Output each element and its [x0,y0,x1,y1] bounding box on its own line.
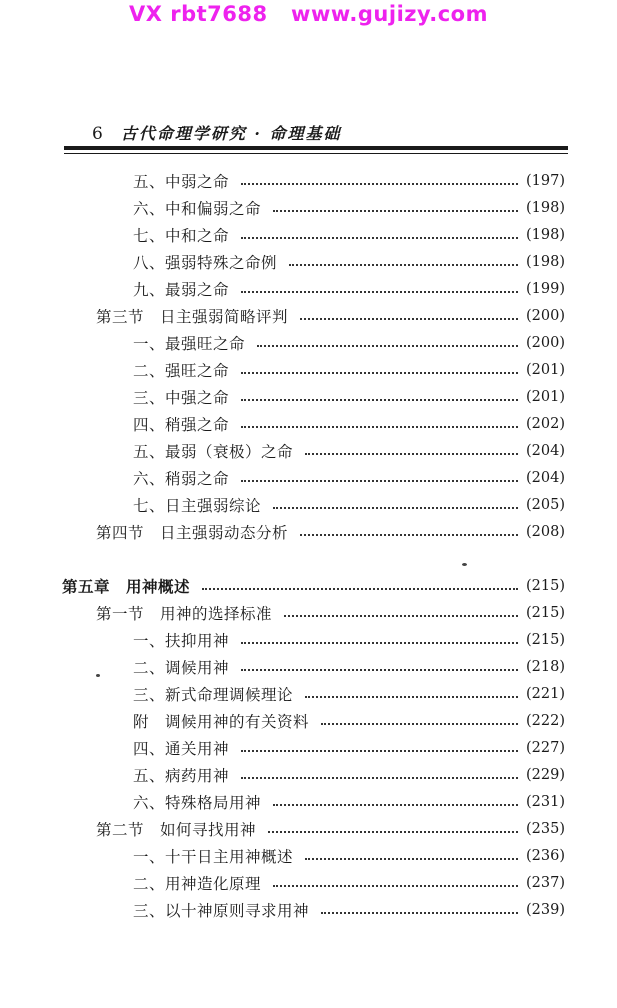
dot-leader [268,831,518,833]
toc-entry-page: (237) [526,875,565,891]
header-rule-thick [64,146,568,150]
toc-entry-label: 第三节 日主强弱简略评判 [96,308,289,326]
toc-item-row [133,709,565,733]
toc-entry-label: 六、特殊格局用神 [133,794,262,812]
dot-leader [321,723,518,725]
book-title: 古代命理学研究 · 命理基础 [120,124,342,143]
toc-entry-label: 二、调候用神 [133,659,230,677]
toc-item-row [133,385,565,409]
watermark-text: VX rbt7688 www.gujizy.com [129,2,488,26]
toc-entry-label: 第四节 日主强弱动态分析 [96,524,289,542]
toc-entry-label: 三、新式命理调候理论 [133,686,294,704]
toc-entry-page: (201) [526,362,565,378]
toc-entry-page: (222) [526,713,565,729]
dot-leader [241,426,518,428]
dot-leader [241,480,518,482]
toc-item-row [133,790,565,814]
scan-speck [96,674,100,677]
toc-entry-label: 第二节 如何寻找用神 [96,821,257,839]
toc-item-row [133,439,565,463]
dot-leader [273,885,518,887]
toc-entry-page: (231) [526,794,565,810]
toc-entry-label: 六、稍弱之命 [133,470,230,488]
dot-leader [273,210,518,212]
toc-entry-label: 七、日主强弱综论 [133,497,262,515]
running-head [92,121,342,144]
toc-item-row [133,358,565,382]
toc-entry-page: (218) [526,659,565,675]
toc-entry-page: (200) [526,308,565,324]
toc-item-row [133,844,565,868]
toc-entry-page: (198) [526,227,565,243]
dot-leader [241,237,518,239]
toc-section-row [96,304,565,328]
toc-entry-label: 四、通关用神 [133,740,230,758]
toc-entry-label: 五、最弱（衰极）之命 [133,443,294,461]
toc-entry-page: (227) [526,740,565,756]
toc-item-row [133,628,565,652]
toc-item-row [133,277,565,301]
dot-leader [241,372,518,374]
toc-entry-page: (198) [526,254,565,270]
dot-leader [305,696,518,698]
toc-item-row [133,466,565,490]
toc-entry-page: (197) [526,173,565,189]
dot-leader [273,507,518,509]
toc-entry-page: (235) [526,821,565,837]
toc-entry-page: (215) [526,605,565,621]
toc-entry-label: 第一节 用神的选择标准 [96,605,273,623]
toc-entry-label: 一、十干日主用神概述 [133,848,294,866]
toc-item-row [133,682,565,706]
dot-leader [300,318,518,320]
dot-leader [284,615,518,617]
toc-entry-page: (239) [526,902,565,918]
toc-entry-page: (202) [526,416,565,432]
dot-leader [241,777,518,779]
toc-entry-label: 三、中强之命 [133,389,230,407]
toc-entry-label: 九、最弱之命 [133,281,230,299]
toc-item-row [133,871,565,895]
dot-leader [289,264,518,266]
toc-item-row [133,898,565,922]
toc-item-row [133,736,565,760]
dot-leader [305,453,518,455]
toc-entry-page: (204) [526,470,565,486]
toc-item-row [133,493,565,517]
toc-entry-page: (221) [526,686,565,702]
dot-leader [257,345,518,347]
toc-item-row [133,331,565,355]
toc-entry-label: 一、扶抑用神 [133,632,230,650]
dot-leader [321,912,518,914]
dot-leader [305,858,518,860]
toc-item-row [133,250,565,274]
dot-leader [273,804,518,806]
toc-entry-label: 二、用神造化原理 [133,875,262,893]
scan-speck [462,563,467,566]
toc-item-row [133,169,565,193]
dot-leader [241,669,518,671]
toc-item-row [133,763,565,787]
toc-item-row [133,655,565,679]
toc-entry-page: (215) [526,578,565,594]
toc-section-row [96,520,565,544]
toc-item-row [133,223,565,247]
toc-entry-label: 五、中弱之命 [133,173,230,191]
toc-entry-label: 六、中和偏弱之命 [133,200,262,218]
toc-entry-page: (229) [526,767,565,783]
toc-entry-page: (200) [526,335,565,351]
toc-entry-page: (236) [526,848,565,864]
toc-entry-page: (215) [526,632,565,648]
dot-leader [241,750,518,752]
toc-entry-label: 二、强旺之命 [133,362,230,380]
toc-entry-page: (204) [526,443,565,459]
toc-entry-label: 五、病药用神 [133,767,230,785]
toc-entry-label: 一、最强旺之命 [133,335,246,353]
dot-leader [241,399,518,401]
toc-section-row [96,817,565,841]
toc-entry-label: 四、稍强之命 [133,416,230,434]
toc-entry-page: (205) [526,497,565,513]
toc-entry-label: 三、以十神原则寻求用神 [133,902,310,920]
toc-item-row [133,196,565,220]
toc-entry-label: 附 调候用神的有关资料 [133,713,310,731]
dot-leader [241,642,518,644]
page-number: 6 [92,124,103,144]
toc-entry-label: 第五章 用神概述 [62,578,191,596]
toc-entry-page: (198) [526,200,565,216]
toc-entry-label: 七、中和之命 [133,227,230,245]
header-rule-thin [64,153,568,154]
dot-leader [300,534,518,536]
toc-chapter-row [62,574,565,598]
toc-section-row [96,601,565,625]
toc-entry-page: (199) [526,281,565,297]
dot-leader [202,588,518,590]
dot-leader [241,291,518,293]
toc-entry-page: (208) [526,524,565,540]
toc-entry-page: (201) [526,389,565,405]
toc-item-row [133,412,565,436]
toc-entry-label: 八、强弱特殊之命例 [133,254,278,272]
dot-leader [241,183,518,185]
